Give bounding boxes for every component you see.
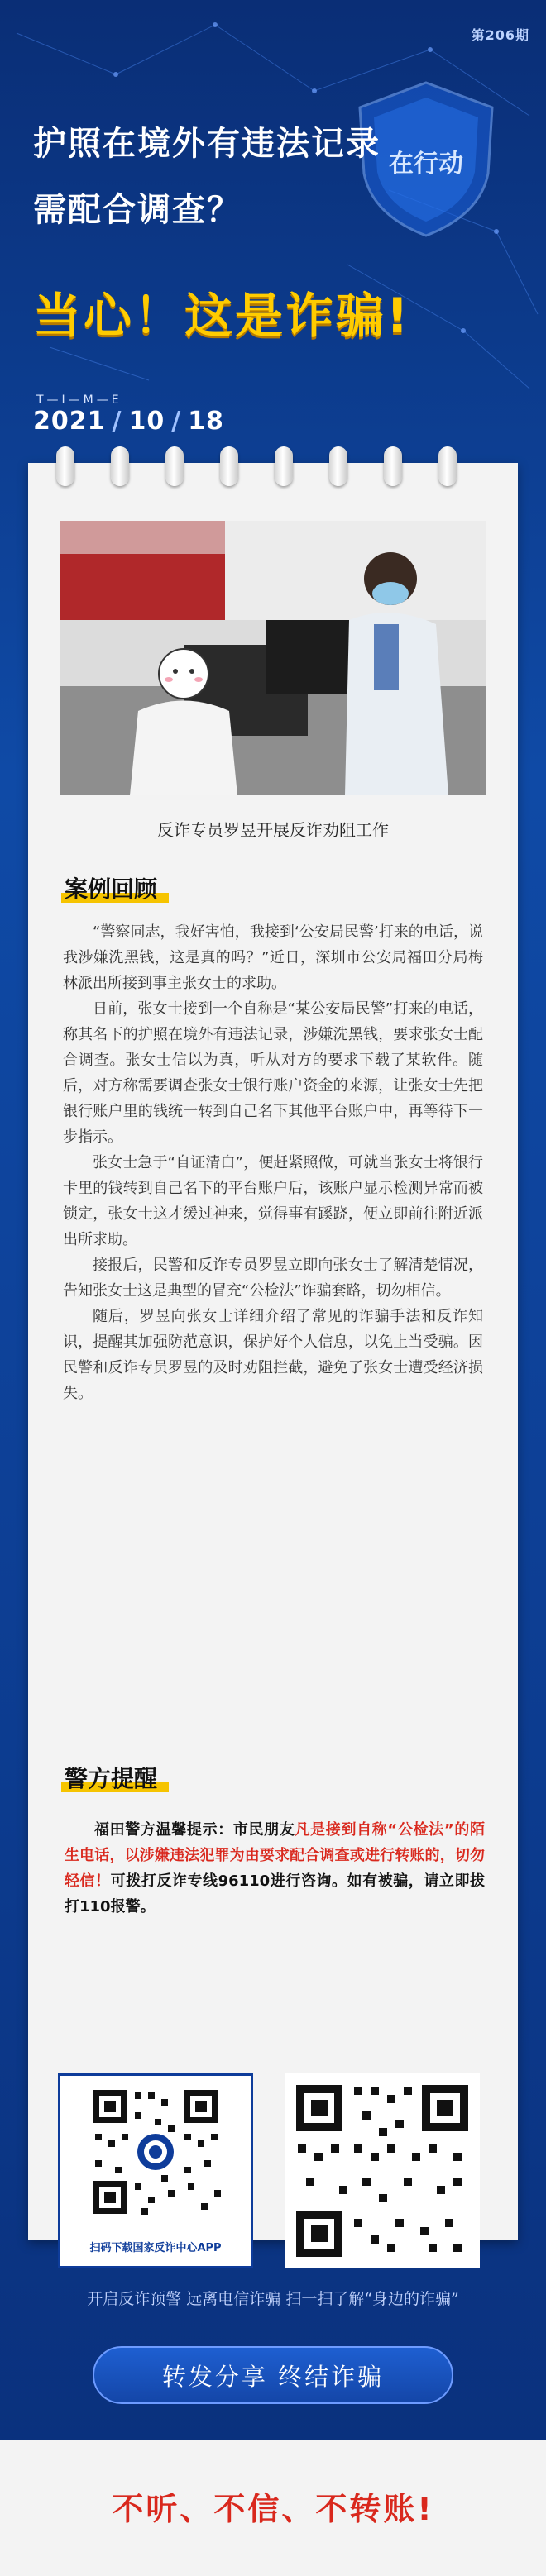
- notice-highlight: 凡是接到自称“公检法”的陌生电话，以涉嫌违法犯罪为由要求配合调查或进行转账的，切勿轻信！: [65, 1821, 485, 1890]
- ring: [438, 446, 457, 486]
- ring: [56, 446, 74, 486]
- warning-headline: 当心！这是诈骗!: [33, 288, 411, 344]
- ring: [111, 446, 129, 486]
- ring: [384, 446, 402, 486]
- publish-date: 2021 / 10 / 18: [33, 407, 224, 436]
- paragraph: 日前，张女士接到一个自称是“某公安局民警”打来的电话，称其名下的护照在境外有违法记录，涉嫌洗黑钱，要求张女士配合调查。张女士信以为真，听从对方的要求下载了某软件。随后，对方称需要调查张女士银行账户资金的来源，让张女士先把银行账户里的钱统一转到自己名下其他平台账户中，再等待下一步指示。: [63, 1000, 483, 1146]
- share-button[interactable]: 转发分享 终结诈骗: [93, 2346, 453, 2404]
- footer-slogan: 开启反诈预警 远离电信诈骗 扫一扫了解“身边的诈骗”: [87, 2290, 459, 2308]
- date-month: 10: [128, 407, 165, 436]
- date-day: 18: [188, 407, 224, 436]
- case-review-heading: 案例回顾: [65, 871, 157, 904]
- ring: [165, 446, 184, 486]
- title-line-2: 需配合调查？: [33, 191, 242, 229]
- paragraph: “警察同志，我好害怕，我接到‘公安局民警’打来的电话，说我涉嫌洗黑钱，这是真的吗？”近日，深圳市公安局福田分局梅林派出所接到事主张女士的求助。: [63, 923, 483, 992]
- qr-code-icon: [285, 2073, 480, 2268]
- ring: [220, 446, 238, 486]
- paragraph: 张女士急于“自证清白”，便赶紧照做，可就当张女士将银行卡里的钱转到自己名下的平台账户后，该账户显示检测异常而被锁定，张女士这才缓过神来，觉得事有蹊跷，便立即前往附近派出所求助。: [63, 1154, 483, 1248]
- anti-fraud-app-qr[interactable]: [58, 2073, 253, 2268]
- ring: [275, 446, 293, 486]
- photo-caption: 反诈专员罗昱开展反诈劝阻工作: [157, 820, 389, 840]
- notice-lead: 福田警方温馨提示：市民朋友: [94, 1821, 295, 1839]
- paragraph: 随后，罗昱向张女士详细介绍了常见的诈骗手法和反诈知识，提醒其加强防范意识，保护好个人信息，以免上当受骗。因民警和反诈专员罗昱的及时劝阻拦截，避免了张女士遭受经济损失。: [63, 1308, 483, 1402]
- footer-motto: 不听、不信、不转账!: [112, 2491, 434, 2527]
- case-review-article: [63, 919, 483, 1406]
- ring: [329, 446, 347, 486]
- shield-text: 在行动: [389, 150, 463, 179]
- time-label: T—I—M—E: [36, 394, 122, 407]
- issue-number: 第206期: [471, 27, 529, 43]
- police-notice-text: [65, 1817, 485, 1920]
- paragraph: 接报后，民警和反诈专员罗昱立即向张女士了解清楚情况，告知张女士这是典型的冒充“公检法”诈骗套路，切勿相信。: [63, 1257, 483, 1300]
- anti-fraud-photo: [60, 521, 486, 795]
- notice-tail: 可拨打反诈专线96110进行咨询。如有被骗，请立即拔打110报警。: [65, 1872, 485, 1915]
- qr-app-label: 扫码下载国家反诈中心APP: [89, 2242, 222, 2254]
- qr-code-icon: [60, 2076, 251, 2241]
- notebook-rings: [28, 446, 518, 496]
- title-line-1: 护照在境外有违法记录: [33, 125, 381, 163]
- date-year: 2021: [33, 407, 106, 436]
- wechat-qr[interactable]: [285, 2073, 480, 2268]
- police-notice-heading: 警方提醒: [65, 1761, 157, 1794]
